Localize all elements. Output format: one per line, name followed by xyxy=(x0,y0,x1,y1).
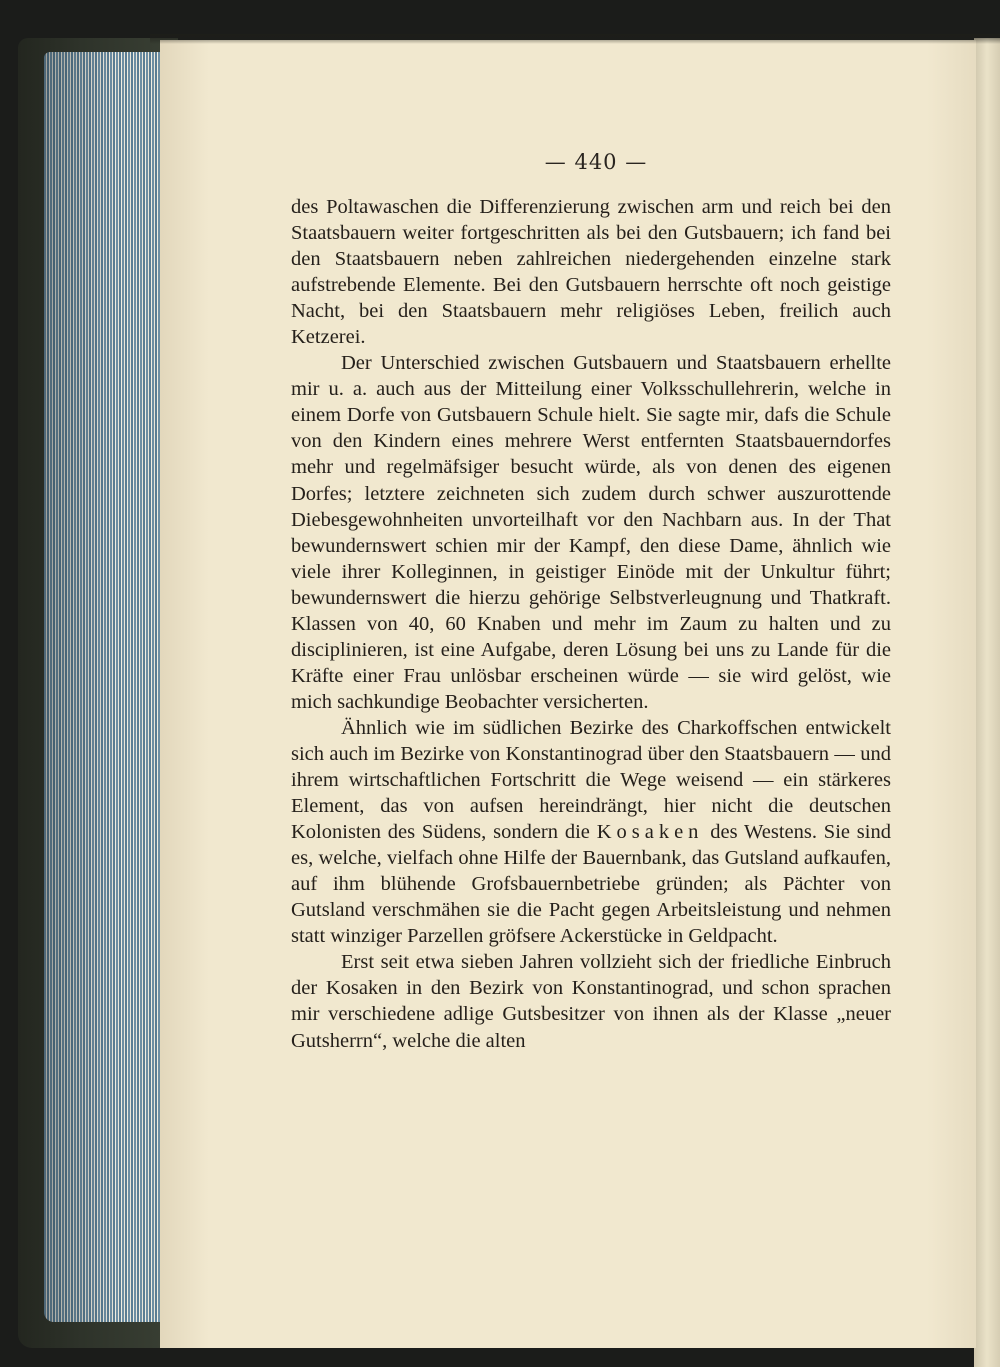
paragraph: des Poltawaschen die Differenzierung zwischen arm und reich bei den Staatsbauern weiter fortgeschritten als bei den Gutsbauern; ich fand bei den Staatsbauern neben zahlreichen niedergehenden einzelne stark aufstrebende Elemente. Bei den Gutsbauern herrschte oft noch geistige Nacht, bei den Staatsbauern mehr religiöses Leben, freilich auch Ketzerei. xyxy=(291,196,891,349)
paragraph xyxy=(291,715,891,949)
adjacent-page-edge xyxy=(974,38,1000,1367)
emphasized-word: Kosaken xyxy=(596,821,704,844)
paragraph: Erst seit etwa sieben Jahren vollzieht sich der friedliche Einbruch der Kosaken in den Bezirk von Konstantinograd, und schon sprachen mir verschiedene adlige Gutsbesitzer von ihnen als der Klasse „neuer Gutsherrn“, welche die alten xyxy=(291,951,891,1052)
paragraph: Der Unterschied zwischen Gutsbauern und Staatsbauern erhellte mir u. a. auch aus der Mitteilung einer Volksschullehrerin, welche in einem Dorfe von Gutsbauern Schule hielt. Sie sagte mir, dafs die Schule von den Kindern eines mehrere Werst entfernten Staatsbauerndorfes mehr und regelmäfsiger besucht würde, als von denen des eigenen Dorfes; letztere zeichneten sich zudem durch schwer auszurottende Diebesgewohnheiten unvorteilhaft vor den Nachbarn aus. In der That bewundernswert schien mir der Kampf, den diese Dame, ähnlich wie viele ihrer Kolleginnen, in geistiger Einöde mit der Unkultur führt; bewundernswert die hierzu gehörige Selbstverleugnung und Thatkraft. Klassen von 40, 60 Knaben und mehr im Zaum zu halten und zu disciplinieren, ist eine Aufgabe, deren Lösung bei uns zu Lande für die Kräfte einer Frau unlösbar erscheinen würde — sie wird gelöst, wie mich sachkundige Beobachter versicherten. xyxy=(291,352,891,713)
body-text xyxy=(291,194,891,1054)
page-edges-shadow xyxy=(44,52,166,1322)
page-number: — 440 — xyxy=(544,150,648,174)
top-shadow xyxy=(150,34,1000,44)
paragraph-text: des Westens. Sie sind es, welche, vielfach ohne Hilfe der Bauernbank, das Gutsland aufkaufen, auf ihm blühende Grofsbauernbetriebe gründen; als Pächter von Gutsland verschmähen sie die Pacht gegen Arbeitsleistung und nehmen statt winziger Parzellen gröfsere Ackerstücke in Geldpacht. xyxy=(291,821,891,948)
paragraph-text: Ähnlich wie im südlichen Bezirke des Charkoffschen entwickelt sich auch im Bezirke von Konstantinograd über den Staatsbauern — und ihrem wirtschaftlichen Fortschritt die Wege weisend — ein stärkeres Element, das von aufsen hereindrängt, hier nicht die deutschen Kolonisten des Südens, sondern die xyxy=(291,716,891,844)
